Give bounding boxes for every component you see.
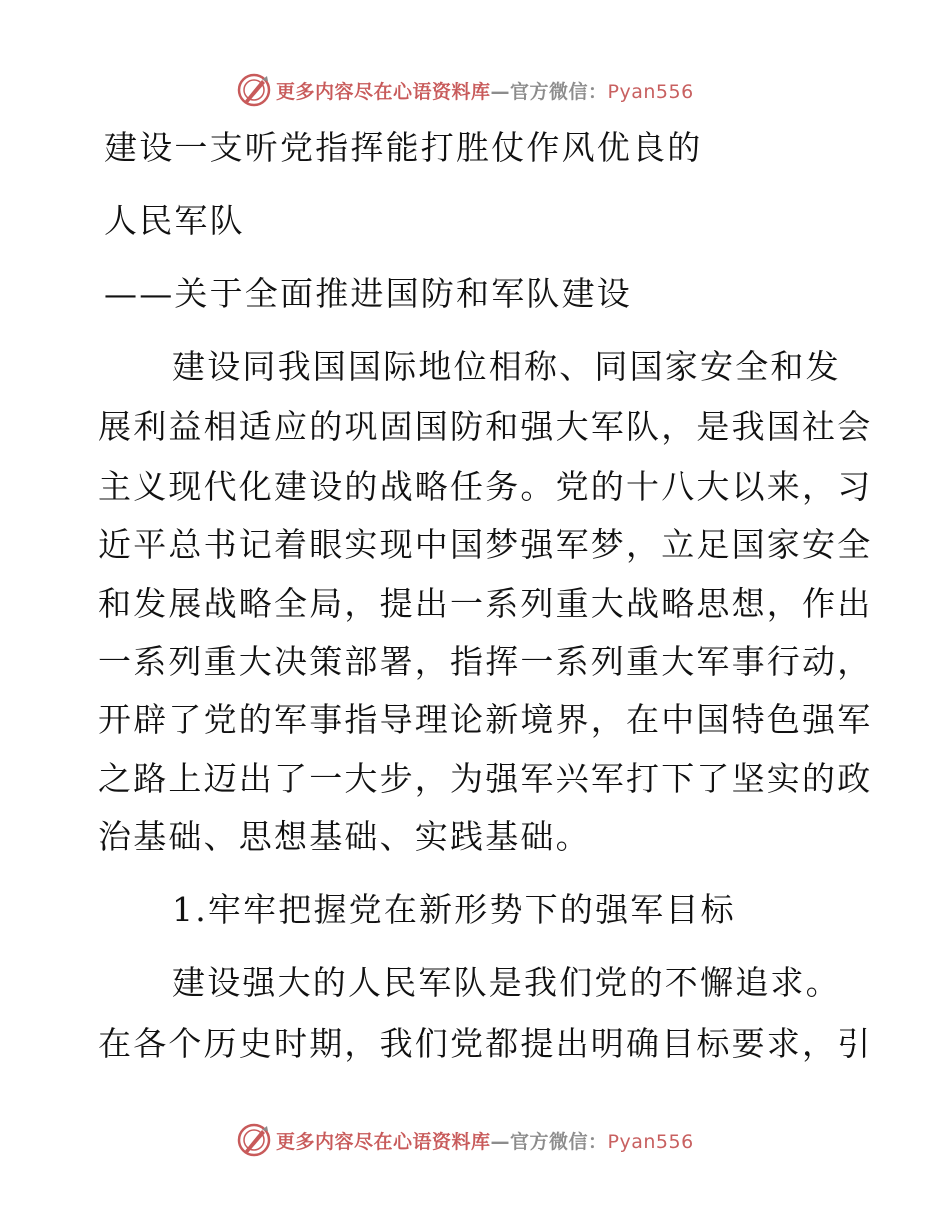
paragraph-2-line: 在各个历史时期，我们党都提出明确目标要求，引	[98, 1024, 873, 1063]
paragraph-1-line: 展利益相适应的巩固国防和强大军队，是我国社会	[98, 407, 873, 446]
paragraph-1-line: 开辟了党的军事指导理论新境界，在中国特色强军	[98, 700, 873, 739]
watermark-text	[276, 77, 694, 104]
watermark-dash: —	[490, 80, 511, 103]
paragraph-1-line: 和发展战略全局，提出一系列重大战略思想，作出	[98, 584, 873, 623]
paragraph-1-line: 主义现代化建设的战略任务。党的十八大以来，习	[98, 467, 873, 506]
watermark-wechat-id: Pyan556	[607, 80, 694, 103]
header-watermark	[236, 70, 694, 110]
paragraph-2-line: 建设强大的人民军队是我们党的不懈追求。	[172, 963, 841, 1002]
watermark-site-text: 更多内容尽在心语资料库	[276, 80, 491, 103]
paragraph-1-line: 一系列重大决策部署，指挥一系列重大军事行动，	[98, 642, 873, 681]
title-line-2: 人民军队	[104, 201, 245, 240]
paragraph-1-line: 之路上迈出了一大步，为强军兴军打下了坚实的政	[98, 759, 873, 798]
watermark-site-text: 更多内容尽在心语资料库	[276, 1130, 491, 1153]
subtitle: ——关于全面推进国防和军队建设	[104, 274, 632, 313]
watermark-text	[276, 1127, 694, 1154]
paragraph-1-line: 建设同我国国际地位相称、同国家安全和发	[172, 347, 841, 386]
title-line-1: 建设一支听党指挥能打胜仗作风优良的	[104, 128, 703, 167]
watermark-dash: —	[490, 1130, 511, 1153]
footer-watermark	[236, 1120, 694, 1160]
watermark-wechat-label: 官方微信：	[510, 80, 608, 103]
paragraph-1-line: 近平总书记着眼实现中国梦强军梦，立足国家安全	[98, 525, 873, 564]
quill-pen-logo-icon	[236, 1122, 272, 1158]
paragraph-1-line: 治基础、思想基础、实践基础。	[98, 817, 591, 856]
watermark-wechat-id: Pyan556	[607, 1130, 694, 1153]
section-heading: 1.牢牢把握党在新形势下的强军目标	[172, 890, 736, 929]
watermark-wechat-label: 官方微信：	[510, 1130, 608, 1153]
quill-pen-logo-icon	[236, 72, 272, 108]
